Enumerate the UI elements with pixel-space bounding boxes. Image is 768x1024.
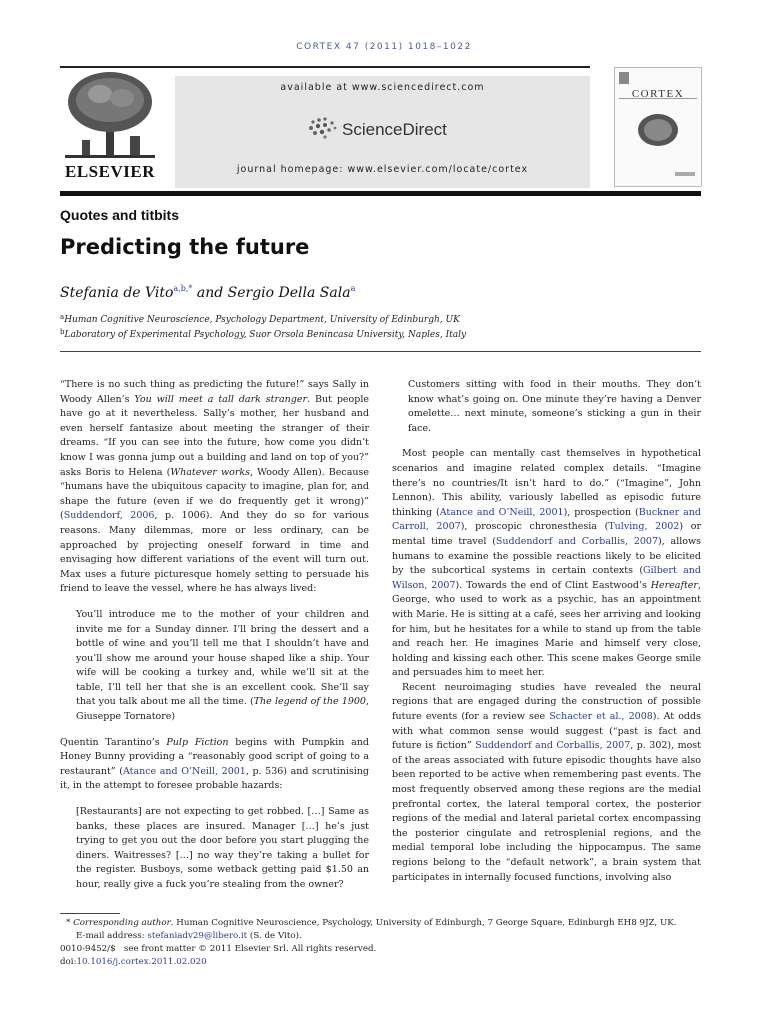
author-name[interactable]: Stefania de Vito <box>60 285 174 301</box>
block-quote: You’ll introduce me to the mother of your children and invite me for a Sunday dinner. I’ll bring the dessert and a bottle of wine and you’ll tell me that I shouldn’t have and you’ll show me around your house shaped like a ship. Your wife will be cooking a turkey and, while we’ll sit at the table, I’ll tell her that she is an excellent cook. She’ll say that you talk about me all the time. (The legend of the 1900, Giuseppe Tornatore) <box>76 608 369 723</box>
email-line: E-mail address: stefaniadv29@libero.it (S. de Vito). <box>76 931 302 941</box>
author-name[interactable]: Sergio Della Sala <box>227 285 351 301</box>
block-quote-continued: Customers sitting with food in their mouths. They don’t know what’s going on. One minute they’re having a Denver omelette… next minute, someone’s sticking a gun in their face. <box>408 379 701 434</box>
citation-link[interactable]: Tulving, 2002 <box>608 521 680 533</box>
author-affiliation-marks[interactable]: a,b,* <box>173 284 193 293</box>
affiliation-text: Laboratory of Experimental Psychology, Suor Orsola Benincasa University, Naples, Italy <box>64 330 467 340</box>
affiliation-b <box>60 328 466 340</box>
affiliation-mark: a <box>60 313 65 321</box>
author-affiliation-marks[interactable]: a <box>350 284 356 293</box>
paragraph: “There is no such thing as predicting the future!” says Sally in Woody Allen’s You will meet a tall dark stranger. But people have go at it nevertheless. Sally’s mother, her husband and even herself fantasize about meeting the stranger of their dreams. “If you can see into the future, how come you didn’t know I was gonna jump out a building and land on top of you?” asks Boris to Helena (Whatever works, Woody Allen). Because “humans have the ubiquitous capacity to imagine, plan for, and shape the future (even if we do frequently get it wrong)” (Suddendorf, 2006, p. 1006). And they do so for various reasons. Many dilemmas, more or less ordinary, can be approached by projecting oneself forward in time and envisaging how different variations of the event will turn out. Max uses a future picturesque homely setting to persuade his friend to leave the vessel, where he has always lived: <box>60 379 369 595</box>
paragraph: Quentin Tarantino’s Pulp Fiction begins with Pumpkin and Honey Bunny providing a “reasonably good script of going to a restaurant” (Atance and O’Neill, 2001, p. 536) and scrutinising it, in the attempt to foresee probable hazards: <box>60 736 370 792</box>
section-label: Quotes and titbits <box>60 207 179 223</box>
header-thick-rule <box>60 191 701 196</box>
affiliation-mark: b <box>60 328 65 336</box>
citation-link[interactable]: Atance and O’Neill, 2001 <box>122 765 246 777</box>
cover-title: CORTEX <box>631 88 685 100</box>
available-at-text[interactable]: available at www.sciencedirect.com <box>280 82 485 93</box>
header-rule <box>60 66 590 68</box>
journal-homepage-text[interactable]: journal homepage: www.elsevier.com/locate/cortex <box>236 164 529 175</box>
corresponding-author-note: * Corresponding author. Human Cognitive Neuroscience, Psychology, University of Edinburgh, 7 George Square, Edinburgh EH8 9JZ, UK. <box>66 918 677 928</box>
citation-link[interactable]: Atance and O’Neill, 2001 <box>439 506 564 518</box>
publisher-name: ELSEVIER <box>65 162 155 181</box>
citation-link[interactable]: Gilbert and Wilson, 2007 <box>392 565 701 591</box>
issn-line: 0010-9452/$ see front matter © 2011 Elsevier Srl. All rights reserved. <box>60 944 377 954</box>
left-column <box>60 378 369 893</box>
citation-link[interactable]: Buckner and Carroll, 2007 <box>392 506 701 533</box>
title-rule <box>60 351 701 352</box>
article-title: Predicting the future <box>60 235 310 259</box>
footnote-rule <box>60 913 120 914</box>
sciencedirect-wordmark[interactable]: ScienceDirect <box>342 120 447 139</box>
journal-citation: CORTEX 47 (2011) 1018–1022 <box>296 42 472 52</box>
citation-link[interactable]: Suddendorf and Corballis, 2007 <box>475 740 631 752</box>
doi-line: doi:10.1016/j.cortex.2011.02.020 <box>60 957 207 967</box>
author-conjunction: and <box>192 285 228 301</box>
right-column <box>392 378 701 885</box>
citation-link[interactable]: Suddendorf, 2006 <box>63 510 155 522</box>
paragraph: Recent neuroimaging studies have revealed the neural regions that are engaged during the construction of possible future events (for a review see Schacter et al., 2008). At odds with what common sense would suggest (“past is fact and future is fiction” Suddendorf and Corballis, 2007, p. 302), most of the areas associated with future episodic thoughts have also been reported to be active when remembering past events. The most frequently observed among these regions are the medial prefrontal cortex, the lateral temporal cortex, the posterior regions of the medial and lateral parietal cortex encompassing the posterior cingulate and retrosplenial regions, and the medial temporal lobe including the hippocampus. The same regions belong to the “default network”, a brain system that participates in internally focused functions, involving also <box>392 681 702 883</box>
affiliation-text: Human Cognitive Neuroscience, Psychology Department, University of Edinburgh, UK <box>64 315 460 325</box>
citation-link[interactable]: Suddendorf and Corballis, 2007 <box>495 535 659 547</box>
paragraph: Most people can mentally cast themselves in hypothetical scenarios and imagine related complex details. “Imagine there’s no countries/It isn’t hard to do.” (“Imagine”, John Lennon). This ability, variously labelled as episodic future thinking (Atance and O’Neill, 2001), prospection (Buckner and Carroll, 2007), proscopic chronesthesia (Tulving, 2002) or mental time travel (Suddendorf and Corballis, 2007), allows humans to examine the possible reactions likely to be elicited by the subcortical systems in certain contexts (Gilbert and Wilson, 2007). Towards the end of Clint Eastwood’s Hereafter, George, who used to work as a psychic, has an appointment with Marie. He is sitting at a café, sees her arriving and looking for him, but he hesitates for a while to stand up from the table and reach her. He imagines Marie and himself very close, holding and kissing each other. This scene makes George smile and persuades him to meet her. <box>392 448 702 679</box>
journal-cover-thumbnail[interactable] <box>614 67 702 187</box>
citation-link[interactable]: Schacter et al., 2008 <box>549 711 653 723</box>
email-link[interactable]: stefaniadv29@libero.it <box>147 931 248 941</box>
doi-link[interactable]: 10.1016/j.cortex.2011.02.020 <box>76 957 207 967</box>
block-quote: [Restaurants] are not expecting to get robbed. […] Same as banks, these places are insured. Manager […] he’s just trying to get you out the door before you start plugging the diners. Waitresses? […] no way they’re taking a bullet for the register. Busboys, some wetback getting paid $1.50 an hour, really give a fuck you’re stealing from the owner? <box>76 806 369 890</box>
affiliation-a <box>60 313 460 325</box>
author-list <box>60 284 355 301</box>
